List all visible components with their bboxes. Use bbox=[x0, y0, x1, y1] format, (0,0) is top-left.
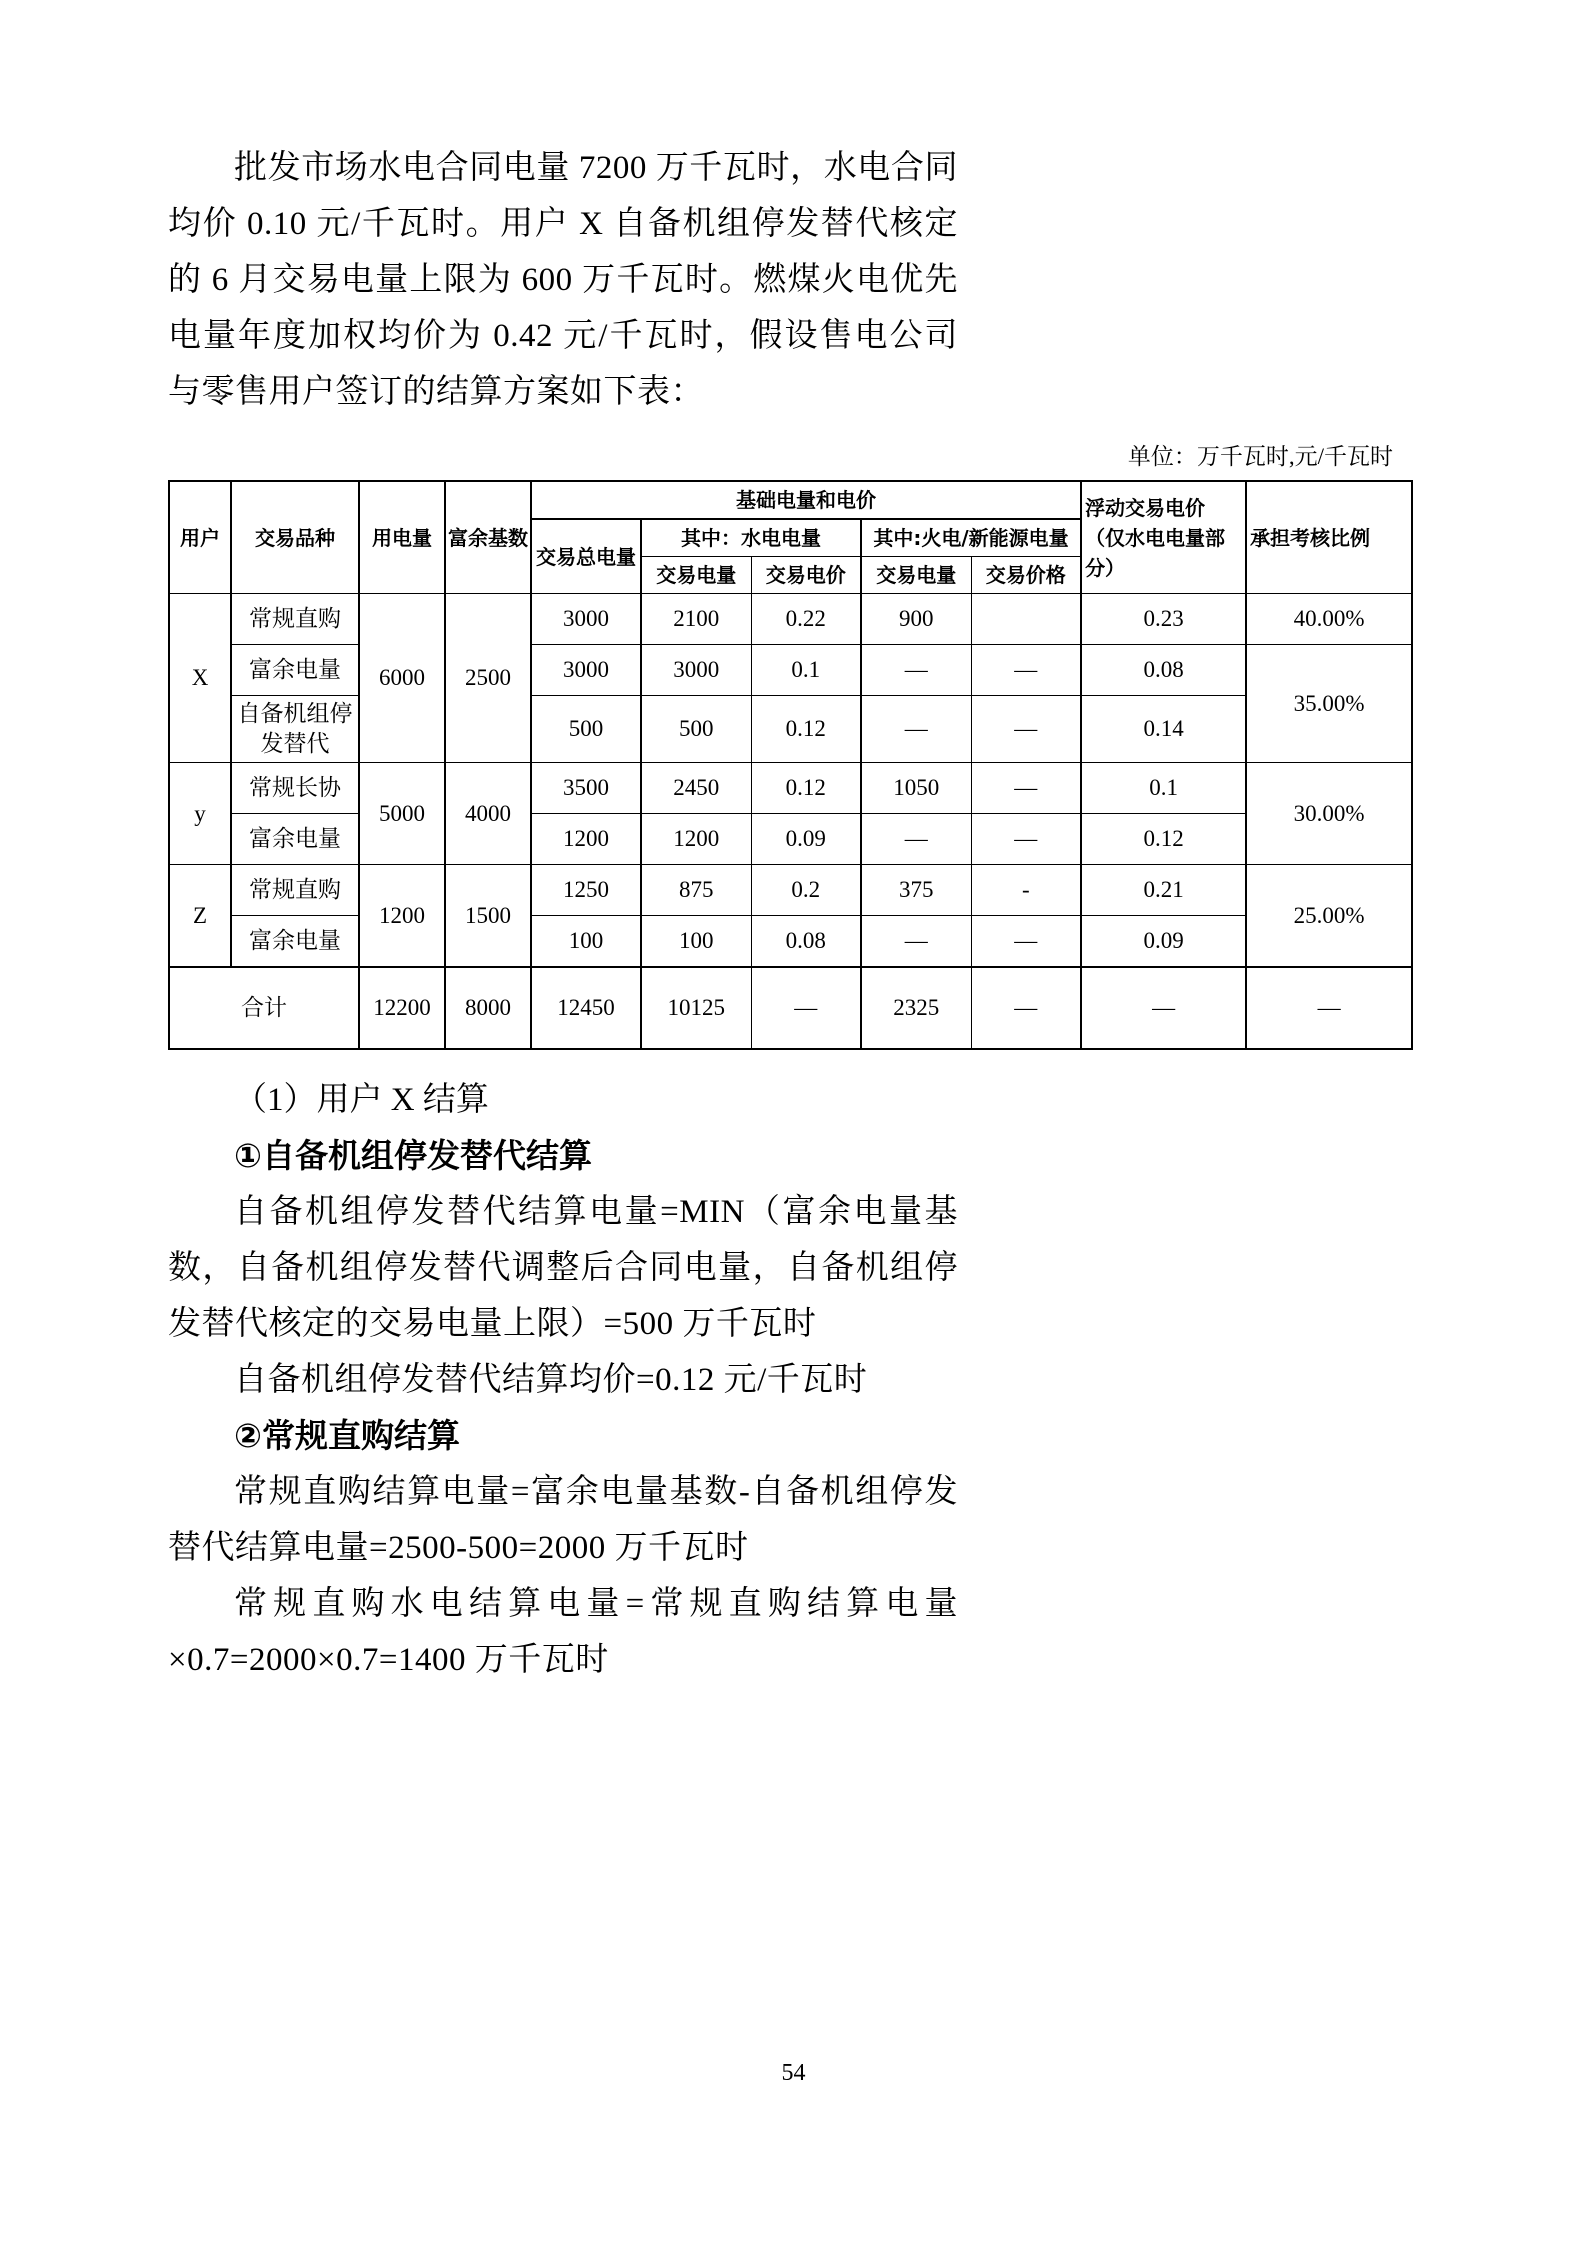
cell-surplus-base: 4000 bbox=[445, 763, 531, 865]
cell-trade-type: 富余电量 bbox=[231, 916, 359, 968]
cell-hydro-volume: 2100 bbox=[641, 594, 751, 645]
cell-thermal-price: — bbox=[971, 763, 1081, 814]
section-1-2-title: ②常规直购结算 bbox=[234, 1416, 460, 1455]
page-number: 54 bbox=[781, 2060, 806, 2086]
cell-floating-price: 0.1 bbox=[1081, 763, 1246, 814]
th-thermal-group: 其中:火电/新能源电量 bbox=[861, 519, 1081, 557]
th-total-trade-volume: 交易总电量 bbox=[531, 519, 641, 594]
cell-total-trade-volume: 12450 bbox=[531, 967, 641, 1049]
cell-total-trade-volume: 3500 bbox=[531, 763, 641, 814]
cell-total-assessment: — bbox=[1246, 967, 1412, 1049]
th-hydro-volume: 交易电量 bbox=[641, 557, 751, 594]
cell-floating-price: 0.08 bbox=[1081, 645, 1246, 696]
cell-total-trade-volume: 3000 bbox=[531, 594, 641, 645]
table-body bbox=[169, 594, 1412, 1050]
cell-surplus-base: 1500 bbox=[445, 865, 531, 968]
th-trade-type: 交易品种 bbox=[231, 481, 359, 594]
cell-assessment-ratio: 35.00% bbox=[1246, 645, 1412, 763]
table-total-row bbox=[169, 967, 1412, 1049]
section-1-1-title: ①自备机组停发替代结算 bbox=[234, 1136, 592, 1175]
section-1-2-paragraph-1: 常规直购结算电量=富余电量基数-自备机组停发替代结算电量=2500-500=2000 万千瓦时 bbox=[168, 1474, 958, 1566]
cell-electricity-usage: 1200 bbox=[359, 865, 445, 968]
cell-trade-type: 自备机组停发替代 bbox=[231, 696, 359, 763]
th-electricity-usage: 用电量 bbox=[359, 481, 445, 594]
cell-thermal-volume: — bbox=[861, 696, 971, 763]
cell-hydro-volume: 1200 bbox=[641, 814, 751, 865]
cell-total-label: 合计 bbox=[169, 967, 359, 1049]
cell-hydro-price: 0.2 bbox=[751, 865, 861, 916]
cell-total-trade-volume: 3000 bbox=[531, 645, 641, 696]
cell-floating-price: 0.12 bbox=[1081, 814, 1246, 865]
th-assessment-ratio: 承担考核比例 bbox=[1246, 481, 1412, 594]
table-unit-note: 单位：万千瓦时,元/千瓦时 bbox=[1127, 444, 1393, 469]
section-1-title: （1）用户 X 结算 bbox=[234, 1082, 489, 1118]
cell-total-hydro-volume: 10125 bbox=[641, 967, 751, 1049]
cell-floating-price: 0.21 bbox=[1081, 865, 1246, 916]
cell-electricity-usage: 5000 bbox=[359, 763, 445, 865]
table-header bbox=[169, 481, 1412, 594]
cell-trade-type: 常规长协 bbox=[231, 763, 359, 814]
cell-user: X bbox=[169, 594, 231, 763]
cell-assessment-ratio: 30.00% bbox=[1246, 763, 1412, 865]
th-floating-price: 浮动交易电价（仅水电电量部分） bbox=[1081, 481, 1246, 594]
table-row bbox=[169, 645, 1412, 696]
cell-total-floating-price: — bbox=[1081, 967, 1246, 1049]
cell-thermal-volume: — bbox=[861, 645, 971, 696]
cell-hydro-price: 0.08 bbox=[751, 916, 861, 968]
cell-total-thermal-price: — bbox=[971, 967, 1081, 1049]
table-row bbox=[169, 696, 1412, 763]
cell-hydro-price: 0.12 bbox=[751, 763, 861, 814]
cell-user: Z bbox=[169, 865, 231, 968]
settlement-table bbox=[168, 480, 1413, 1050]
section-1-1-paragraph-1: 自备机组停发替代结算电量=MIN（富余电量基数，自备机组停发替代调整后合同电量，自备机组停发替代核定的交易电量上限）=500 万千瓦时 bbox=[168, 1194, 958, 1342]
th-thermal-price: 交易价格 bbox=[971, 557, 1081, 594]
cell-thermal-volume: 375 bbox=[861, 865, 971, 916]
section-1-2-paragraph-2: 常规直购水电结算电量=常规直购结算电量×0.7=2000×0.7=1400 万千瓦时 bbox=[168, 1586, 958, 1678]
page-content bbox=[168, 140, 1418, 1688]
cell-thermal-price bbox=[971, 594, 1081, 645]
cell-hydro-price: 0.09 bbox=[751, 814, 861, 865]
cell-total-hydro-price: — bbox=[751, 967, 861, 1049]
cell-hydro-volume: 875 bbox=[641, 865, 751, 916]
table-row bbox=[169, 763, 1412, 814]
cell-floating-price: 0.09 bbox=[1081, 916, 1246, 968]
cell-thermal-volume: 1050 bbox=[861, 763, 971, 814]
cell-trade-type: 富余电量 bbox=[231, 814, 359, 865]
cell-hydro-volume: 3000 bbox=[641, 645, 751, 696]
cell-surplus-base: 2500 bbox=[445, 594, 531, 763]
cell-thermal-volume: 900 bbox=[861, 594, 971, 645]
cell-hydro-price: 0.22 bbox=[751, 594, 861, 645]
cell-total-surplus: 8000 bbox=[445, 967, 531, 1049]
th-hydro-group: 其中：水电电量 bbox=[641, 519, 861, 557]
cell-thermal-price: — bbox=[971, 916, 1081, 968]
th-surplus-base: 富余基数 bbox=[445, 481, 531, 594]
th-thermal-volume: 交易电量 bbox=[861, 557, 971, 594]
th-user: 用户 bbox=[169, 481, 231, 594]
section-1-1-paragraph-2: 自备机组停发替代结算均价=0.12 元/千瓦时 bbox=[234, 1362, 868, 1398]
cell-trade-type: 常规直购 bbox=[231, 865, 359, 916]
table-row bbox=[169, 916, 1412, 968]
cell-thermal-price: - bbox=[971, 865, 1081, 916]
table-row bbox=[169, 814, 1412, 865]
cell-hydro-volume: 100 bbox=[641, 916, 751, 968]
cell-thermal-volume: — bbox=[861, 916, 971, 968]
cell-thermal-price: — bbox=[971, 645, 1081, 696]
cell-total-usage: 12200 bbox=[359, 967, 445, 1049]
cell-thermal-volume: — bbox=[861, 814, 971, 865]
cell-total-trade-volume: 1250 bbox=[531, 865, 641, 916]
th-hydro-price: 交易电价 bbox=[751, 557, 861, 594]
cell-thermal-price: — bbox=[971, 814, 1081, 865]
cell-floating-price: 0.14 bbox=[1081, 696, 1246, 763]
cell-total-trade-volume: 100 bbox=[531, 916, 641, 968]
cell-assessment-ratio: 40.00% bbox=[1246, 594, 1412, 645]
cell-hydro-price: 0.12 bbox=[751, 696, 861, 763]
cell-floating-price: 0.23 bbox=[1081, 594, 1246, 645]
cell-hydro-volume: 2450 bbox=[641, 763, 751, 814]
cell-electricity-usage: 6000 bbox=[359, 594, 445, 763]
cell-hydro-volume: 500 bbox=[641, 696, 751, 763]
cell-assessment-ratio: 25.00% bbox=[1246, 865, 1412, 968]
table-header-row-1 bbox=[169, 481, 1412, 519]
cell-total-thermal-volume: 2325 bbox=[861, 967, 971, 1049]
cell-total-trade-volume: 1200 bbox=[531, 814, 641, 865]
cell-thermal-price: — bbox=[971, 696, 1081, 763]
cell-user: y bbox=[169, 763, 231, 865]
cell-trade-type: 常规直购 bbox=[231, 594, 359, 645]
cell-hydro-price: 0.1 bbox=[751, 645, 861, 696]
intro-paragraph: 批发市场水电合同电量 7200 万千瓦时，水电合同均价 0.10 元/千瓦时。用户 X 自备机组停发替代核定的 6 月交易电量上限为 600 万千瓦时。燃煤火电优先电量年度加权均价为 0.42 元/千瓦时，假设售电公司与零售用户签订的结算方案如下表： bbox=[168, 150, 958, 410]
th-base-group: 基础电量和电价 bbox=[531, 481, 1081, 519]
table-row bbox=[169, 865, 1412, 916]
cell-trade-type: 富余电量 bbox=[231, 645, 359, 696]
cell-total-trade-volume: 500 bbox=[531, 696, 641, 763]
table-row bbox=[169, 594, 1412, 645]
